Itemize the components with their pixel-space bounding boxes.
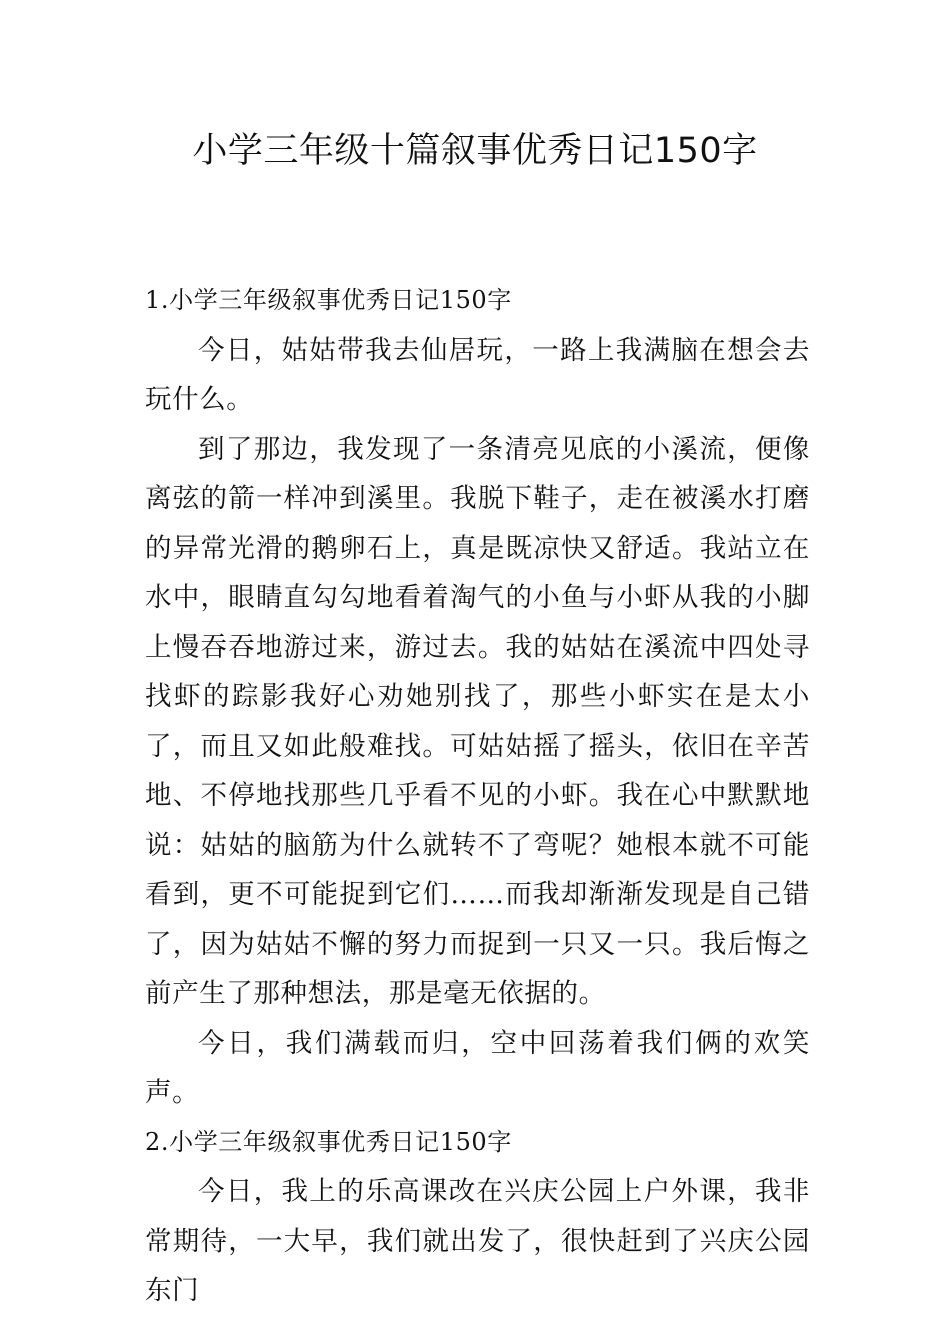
paragraph: 到了那边，我发现了一条清亮见底的小溪流，便像离弦的箭一样冲到溪里。我脱下鞋子，走在被溪水打磨的异常光滑的鹅卵石上，真是既凉快又舒适。我站立在水中，眼睛直勾勾地看着淘气的小鱼与小虾从我的小脚上慢吞吞地游过来，游过去。我的姑姑在溪流中四处寻找虾的踪影我好心劝她别找了，那些小虾实在是太小了，而且又如此般难找。可姑姑摇了摇头，依旧在辛苦地、不停地找那些几乎看不见的小虾。我在心中默默地说：姑姑的脑筋为什么就转不了弯呢？她根本就不可能看到，更不可能捉到它们……而我却渐渐发现是自己错了，因为姑姑不懈的努力而捉到一只又一只。我后悔之前产生了那种想法，那是毫无依据的。 (145, 433, 810, 1009)
document-body (145, 276, 810, 1316)
paragraph: 今日，我上的乐高课改在兴庆公园上户外课，我非常期待，一大早，我们就出发了，很快赶到了兴庆公园东门 (145, 1176, 810, 1306)
document-title: 小学三年级十篇叙事优秀日记150字 (192, 131, 758, 171)
paragraph: 今日，姑姑带我去仙居玩，一路上我满脑在想会去玩什么。 (145, 334, 810, 415)
section-heading: 2.小学三年级叙事优秀日记150字 (145, 1127, 512, 1156)
section-heading: 1.小学三年级叙事优秀日记150字 (145, 286, 512, 314)
paragraph: 今日，我们满载而归，空中回荡着我们俩的欢笑声。 (145, 1027, 810, 1108)
